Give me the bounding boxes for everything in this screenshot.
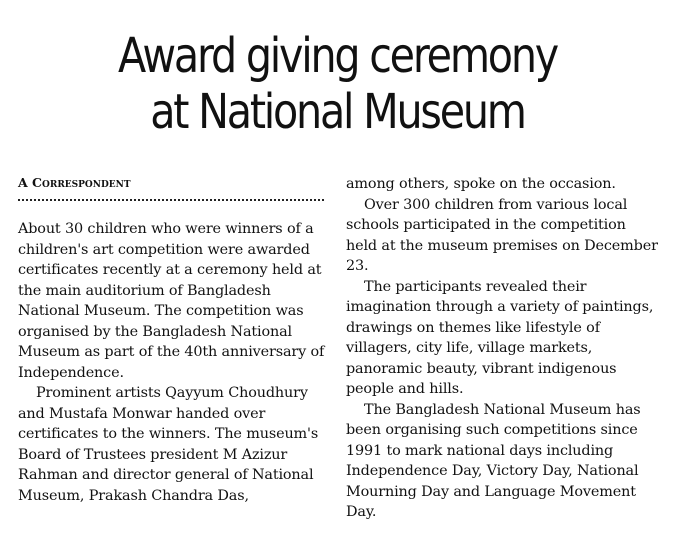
paragraph-3: Over 300 children from various local schools participated in the competition held at the museum premises on December 23.	[346, 196, 658, 274]
headline-line-2: at National Museum	[150, 84, 525, 140]
paragraph-4: The participants revealed their imagination through a variety of paintings, drawings on themes like lifestyle of villagers, city life, village markets, panoramic beauty, vibrant indigenous people and hills.	[346, 278, 654, 397]
headline	[47, 28, 628, 140]
right-column	[346, 174, 658, 523]
headline-line-1: Award giving ceremony	[118, 28, 557, 84]
byline: A Correspondent	[18, 175, 131, 190]
byline-divider	[18, 199, 324, 201]
paragraph-2: Prominent artists Qayyum Choudhury and Mustafa Monwar handed over certificates to the winners. The museum's Board of Trustees president M Azizur Rahman and director general of National Museum, Prakash Chandra Das,	[18, 385, 319, 504]
paragraph-5: The Bangladesh National Museum has been organising such competitions since 1991 to mark national days including Independence Day, Victory Day, National Mourning Day and Language Movement Day.	[346, 401, 641, 520]
left-column	[18, 174, 330, 506]
paragraph-2-continued: among others, spoke on the occasion.	[346, 176, 616, 192]
paragraph-1: About 30 children who were winners of a children's art competition were awarded certificates recently at a ceremony held at the main auditorium of Bangladesh National Museum. The competition was organised by the Bangladesh National Museum as part of the 40th anniversary of Independence.	[18, 221, 325, 381]
